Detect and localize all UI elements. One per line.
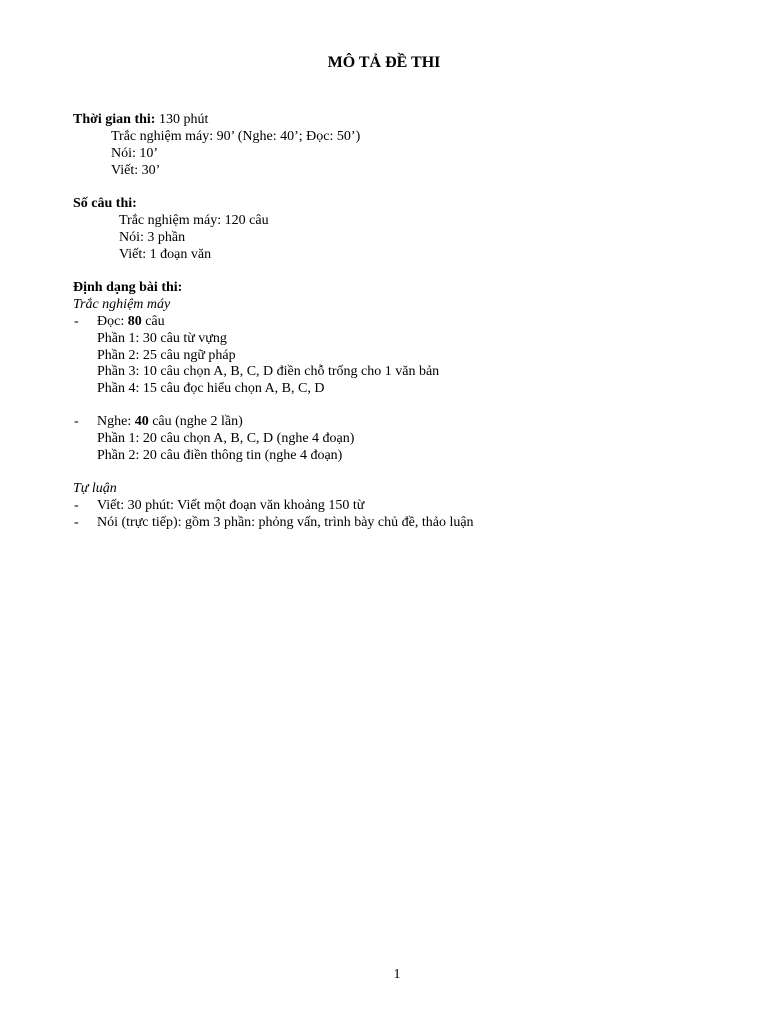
reading-line (97, 313, 165, 330)
listening-dash: - (74, 414, 79, 429)
reading-part: Phần 2: 25 câu ngữ pháp (97, 348, 236, 363)
reading-prefix: Đọc: (97, 314, 128, 329)
page-number: 1 (393, 967, 401, 982)
question-count-item: Nói: 3 phần (119, 230, 186, 245)
reading-part: Phần 3: 10 câu chọn A, B, C, D điền chỗ trống cho 1 văn bản (97, 364, 440, 379)
reading-dash: - (74, 314, 79, 329)
machine-test-label: Trắc nghiệm máy (73, 297, 171, 312)
exam-time-value: 130 phút (155, 112, 209, 127)
reading-part: Phần 4: 15 câu đọc hiểu chọn A, B, C, D (97, 381, 325, 396)
listening-suffix: câu (nghe 2 lần) (148, 414, 243, 429)
listening-count: 40 (134, 414, 149, 429)
reading-part: Phần 1: 30 câu từ vựng (97, 331, 227, 346)
essay-label: Tự luận (73, 481, 117, 496)
format-label: Định dạng bài thi: (73, 280, 183, 295)
exam-time-item: Viết: 30’ (111, 163, 161, 178)
question-count-item: Viết: 1 đoạn văn (119, 247, 212, 262)
question-count-item: Trắc nghiệm máy: 120 câu (119, 213, 269, 228)
essay-item: Viết: 30 phút: Viết một đoạn văn khoảng 150 từ (97, 498, 365, 513)
listening-part: Phần 2: 20 câu điền thông tin (nghe 4 đoạn) (97, 448, 343, 463)
question-count-label: Số câu thi: (73, 196, 137, 211)
listening-line (97, 413, 243, 430)
exam-time-item: Nói: 10’ (111, 146, 159, 161)
listening-prefix: Nghe: (97, 414, 135, 429)
essay-item: Nói (trực tiếp): gồm 3 phần: phỏng vấn, trình bày chủ đề, thảo luận (97, 515, 474, 530)
reading-suffix: câu (141, 314, 165, 329)
essay-dash: - (74, 515, 79, 530)
exam-time-item: Trắc nghiệm máy: 90’ (Nghe: 40’; Đọc: 50’) (111, 129, 361, 144)
exam-time-line (73, 111, 208, 128)
listening-part: Phần 1: 20 câu chọn A, B, C, D (nghe 4 đoạn) (97, 431, 355, 446)
essay-dash: - (74, 498, 79, 513)
reading-count: 80 (127, 314, 142, 329)
page-title: MÔ TẢ ĐỀ THI (327, 54, 441, 71)
exam-time-label: Thời gian thi: (73, 112, 156, 127)
